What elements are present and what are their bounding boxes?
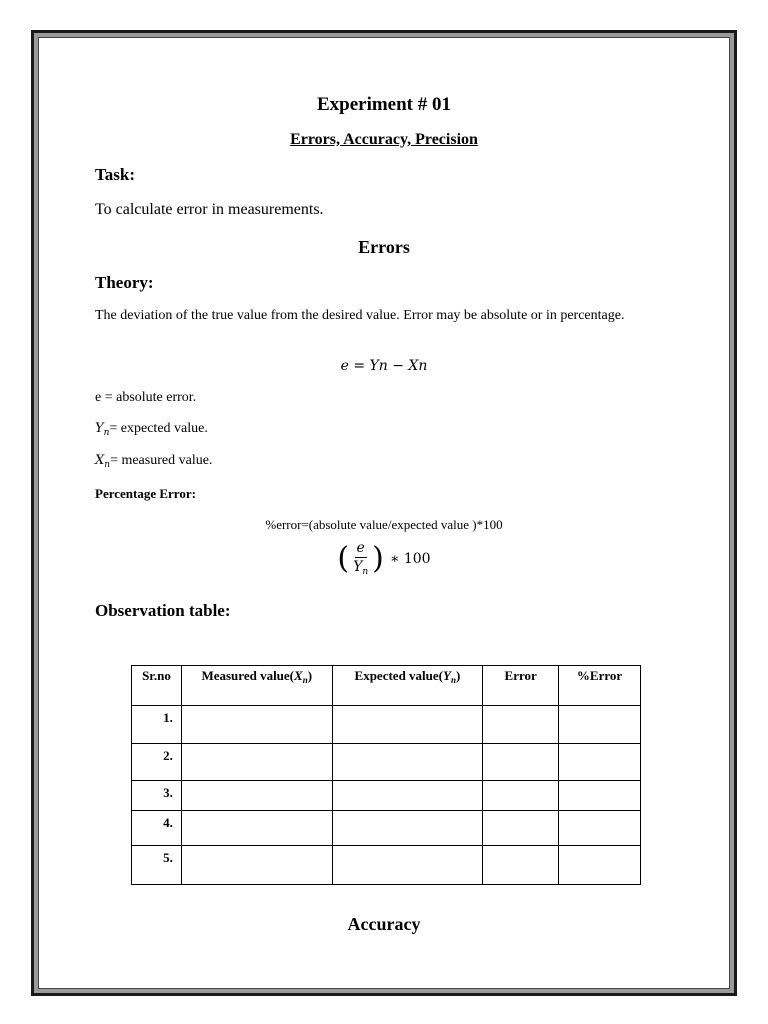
header-measured-sub: n: [302, 675, 308, 685]
table-row: [132, 744, 641, 781]
header-measured-var: X: [294, 668, 303, 683]
header-expected-var: Y: [443, 668, 451, 683]
definition-e: e = absolute error.: [95, 390, 197, 405]
fraction-formula: [39, 540, 729, 577]
pct-error-cell[interactable]: [559, 781, 641, 811]
expected-cell[interactable]: [332, 811, 483, 846]
y-definition-text: = expected value.: [109, 421, 208, 436]
pct-error-cell[interactable]: [559, 811, 641, 846]
expected-cell[interactable]: [332, 706, 483, 744]
row-number: 5.: [132, 846, 182, 885]
document-subtitle: [39, 131, 729, 149]
table-row: [132, 706, 641, 744]
percentage-error-formula: %error=(absolute value/expected value )*100: [265, 517, 503, 532]
error-equation: e = Yn − Xn: [340, 358, 428, 374]
header-expected-sub: n: [450, 675, 456, 685]
definition-x: [95, 453, 212, 470]
task-heading: Task:: [95, 165, 136, 184]
error-cell[interactable]: [483, 846, 559, 885]
error-cell[interactable]: [483, 811, 559, 846]
table-row: [132, 811, 641, 846]
x-variable: X: [95, 453, 105, 468]
expected-cell[interactable]: [332, 744, 483, 781]
right-paren: ): [372, 540, 384, 576]
fraction: [351, 540, 370, 577]
error-cell[interactable]: [483, 706, 559, 744]
measured-cell[interactable]: [181, 706, 332, 744]
row-number: 3.: [132, 781, 182, 811]
accuracy-heading: Accuracy: [347, 914, 421, 934]
denominator-subscript: n: [362, 567, 369, 577]
theory-heading: Theory:: [95, 273, 154, 292]
error-cell[interactable]: [483, 781, 559, 811]
measured-cell[interactable]: [181, 811, 332, 846]
definition-y: [95, 421, 208, 438]
header-measured-text: Measured value(: [201, 668, 295, 683]
header-expected-text: Expected value(: [354, 668, 443, 683]
observation-table: [131, 665, 641, 885]
y-subscript: n: [103, 428, 110, 438]
percentage-error-heading: Percentage Error:: [95, 486, 196, 501]
pct-error-cell[interactable]: [559, 744, 641, 781]
theory-text: The deviation of the true value from the desired value. Error may be absolute or in percentage.: [95, 308, 625, 323]
left-paren: (: [337, 540, 350, 576]
document-title: Experiment # 01: [316, 94, 452, 115]
observation-table-heading: Observation table:: [95, 601, 231, 620]
header-expected: [332, 666, 483, 706]
pct-error-cell[interactable]: [559, 846, 641, 885]
header-error: Error: [483, 666, 559, 706]
x-definition-text: = measured value.: [110, 453, 213, 468]
task-text: To calculate error in measurements.: [95, 201, 324, 218]
table-row: [132, 846, 641, 885]
fraction-denominator: [351, 558, 370, 577]
denominator-variable: Y: [353, 559, 363, 575]
page-border: [31, 30, 737, 996]
row-number: 2.: [132, 744, 182, 781]
measured-cell[interactable]: [181, 781, 332, 811]
row-number: 4.: [132, 811, 182, 846]
header-expected-close: ): [455, 668, 461, 683]
fraction-multiplier: ∗ 100: [389, 550, 431, 567]
pct-error-cell[interactable]: [559, 706, 641, 744]
measured-cell[interactable]: [181, 846, 332, 885]
header-pct-error: %Error: [559, 666, 641, 706]
header-measured-close: ): [307, 668, 313, 683]
expected-cell[interactable]: [332, 781, 483, 811]
y-variable: Y: [95, 421, 104, 436]
measured-cell[interactable]: [181, 744, 332, 781]
x-subscript: n: [104, 460, 111, 470]
error-cell[interactable]: [483, 744, 559, 781]
expected-cell[interactable]: [332, 846, 483, 885]
fraction-numerator: e: [356, 540, 365, 556]
table-row: [132, 781, 641, 811]
row-number: 1.: [132, 706, 182, 744]
errors-heading: Errors: [358, 237, 410, 257]
table-header-row: [132, 666, 641, 706]
page-content: [38, 37, 730, 989]
subtitle-text: Errors, Accuracy, Precision: [290, 131, 478, 148]
header-measured: [181, 666, 332, 706]
header-srno: Sr.no: [132, 666, 182, 706]
